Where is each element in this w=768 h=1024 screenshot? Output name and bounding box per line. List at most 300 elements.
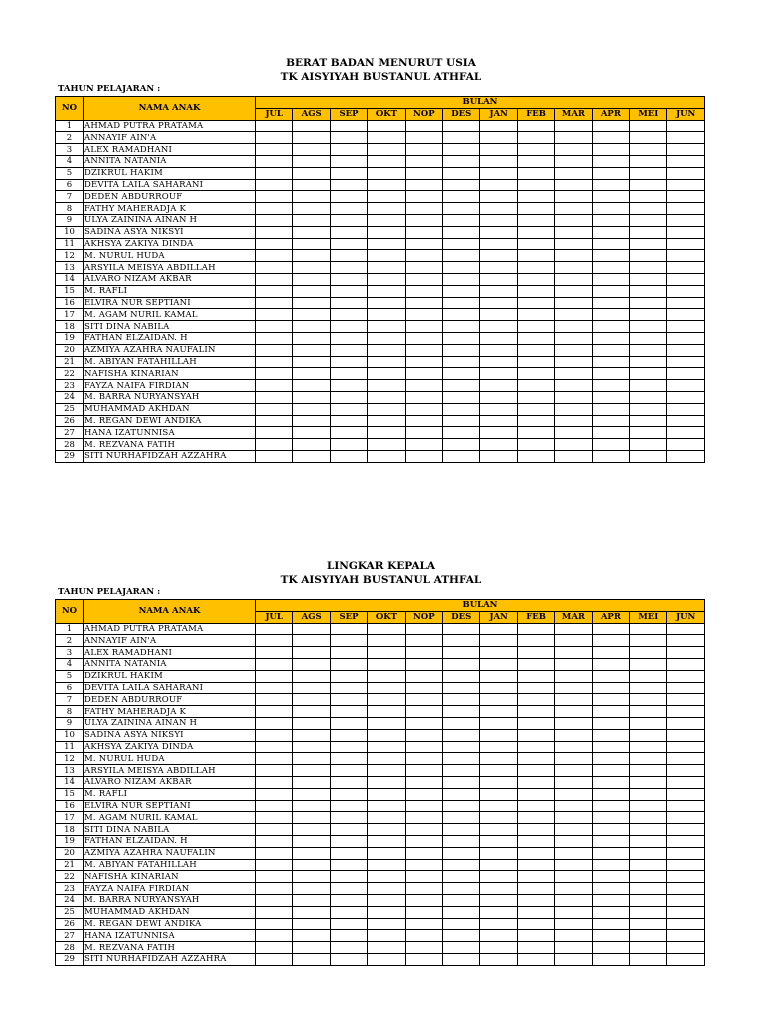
measurement-cell-apr[interactable] (592, 682, 629, 694)
measurement-cell-feb[interactable] (517, 273, 554, 285)
measurement-cell-des[interactable] (443, 120, 480, 132)
measurement-cell-mar[interactable] (555, 262, 592, 274)
measurement-cell-sep[interactable] (330, 859, 367, 871)
measurement-cell-feb[interactable] (517, 623, 554, 635)
measurement-cell-ags[interactable] (293, 380, 330, 392)
measurement-cell-sep[interactable] (330, 262, 367, 274)
measurement-cell-jan[interactable] (480, 800, 517, 812)
measurement-cell-ags[interactable] (293, 883, 330, 895)
measurement-cell-sep[interactable] (330, 273, 367, 285)
measurement-cell-jun[interactable] (667, 132, 705, 144)
measurement-cell-jul[interactable] (256, 415, 293, 427)
measurement-cell-nop[interactable] (405, 238, 442, 250)
measurement-cell-jan[interactable] (480, 309, 517, 321)
measurement-cell-okt[interactable] (368, 847, 405, 859)
measurement-cell-jul[interactable] (256, 741, 293, 753)
measurement-cell-jul[interactable] (256, 729, 293, 741)
measurement-cell-ags[interactable] (293, 658, 330, 670)
measurement-cell-apr[interactable] (592, 321, 629, 333)
measurement-cell-nop[interactable] (405, 658, 442, 670)
measurement-cell-ags[interactable] (293, 741, 330, 753)
measurement-cell-jun[interactable] (667, 824, 705, 836)
measurement-cell-okt[interactable] (368, 226, 405, 238)
measurement-cell-sep[interactable] (330, 285, 367, 297)
measurement-cell-mar[interactable] (555, 694, 592, 706)
measurement-cell-okt[interactable] (368, 356, 405, 368)
measurement-cell-ags[interactable] (293, 309, 330, 321)
measurement-cell-jul[interactable] (256, 450, 293, 462)
measurement-cell-jun[interactable] (667, 776, 705, 788)
measurement-cell-nop[interactable] (405, 368, 442, 380)
measurement-cell-des[interactable] (443, 144, 480, 156)
measurement-cell-mei[interactable] (630, 765, 667, 777)
measurement-cell-okt[interactable] (368, 391, 405, 403)
measurement-cell-mar[interactable] (555, 729, 592, 741)
measurement-cell-nop[interactable] (405, 321, 442, 333)
measurement-cell-des[interactable] (443, 894, 480, 906)
measurement-cell-feb[interactable] (517, 883, 554, 895)
measurement-cell-jun[interactable] (667, 250, 705, 262)
measurement-cell-apr[interactable] (592, 155, 629, 167)
measurement-cell-des[interactable] (443, 321, 480, 333)
measurement-cell-jul[interactable] (256, 250, 293, 262)
measurement-cell-mei[interactable] (630, 918, 667, 930)
measurement-cell-okt[interactable] (368, 344, 405, 356)
measurement-cell-feb[interactable] (517, 942, 554, 954)
measurement-cell-okt[interactable] (368, 788, 405, 800)
measurement-cell-des[interactable] (443, 285, 480, 297)
measurement-cell-nop[interactable] (405, 203, 442, 215)
measurement-cell-mar[interactable] (555, 250, 592, 262)
measurement-cell-sep[interactable] (330, 871, 367, 883)
measurement-cell-ags[interactable] (293, 132, 330, 144)
measurement-cell-okt[interactable] (368, 706, 405, 718)
measurement-cell-mei[interactable] (630, 682, 667, 694)
measurement-cell-jan[interactable] (480, 694, 517, 706)
measurement-cell-mar[interactable] (555, 356, 592, 368)
measurement-cell-sep[interactable] (330, 309, 367, 321)
measurement-cell-jan[interactable] (480, 368, 517, 380)
measurement-cell-jul[interactable] (256, 753, 293, 765)
measurement-cell-ags[interactable] (293, 859, 330, 871)
measurement-cell-des[interactable] (443, 635, 480, 647)
measurement-cell-jul[interactable] (256, 391, 293, 403)
measurement-cell-jun[interactable] (667, 380, 705, 392)
measurement-cell-jan[interactable] (480, 403, 517, 415)
measurement-cell-jul[interactable] (256, 682, 293, 694)
measurement-cell-apr[interactable] (592, 391, 629, 403)
measurement-cell-ags[interactable] (293, 403, 330, 415)
measurement-cell-feb[interactable] (517, 658, 554, 670)
measurement-cell-mei[interactable] (630, 262, 667, 274)
measurement-cell-jul[interactable] (256, 238, 293, 250)
measurement-cell-nop[interactable] (405, 155, 442, 167)
measurement-cell-nop[interactable] (405, 214, 442, 226)
measurement-cell-mei[interactable] (630, 623, 667, 635)
measurement-cell-apr[interactable] (592, 871, 629, 883)
measurement-cell-des[interactable] (443, 132, 480, 144)
measurement-cell-apr[interactable] (592, 883, 629, 895)
measurement-cell-des[interactable] (443, 670, 480, 682)
measurement-cell-jan[interactable] (480, 191, 517, 203)
measurement-cell-jan[interactable] (480, 847, 517, 859)
measurement-cell-apr[interactable] (592, 297, 629, 309)
measurement-cell-jul[interactable] (256, 203, 293, 215)
measurement-cell-sep[interactable] (330, 776, 367, 788)
measurement-cell-des[interactable] (443, 682, 480, 694)
measurement-cell-jun[interactable] (667, 658, 705, 670)
measurement-cell-jul[interactable] (256, 214, 293, 226)
measurement-cell-des[interactable] (443, 847, 480, 859)
measurement-cell-mei[interactable] (630, 729, 667, 741)
measurement-cell-des[interactable] (443, 309, 480, 321)
measurement-cell-mei[interactable] (630, 706, 667, 718)
measurement-cell-jan[interactable] (480, 835, 517, 847)
measurement-cell-des[interactable] (443, 883, 480, 895)
measurement-cell-jun[interactable] (667, 309, 705, 321)
measurement-cell-apr[interactable] (592, 203, 629, 215)
measurement-cell-feb[interactable] (517, 776, 554, 788)
measurement-cell-jan[interactable] (480, 776, 517, 788)
measurement-cell-jan[interactable] (480, 120, 517, 132)
measurement-cell-okt[interactable] (368, 765, 405, 777)
measurement-cell-sep[interactable] (330, 906, 367, 918)
measurement-cell-mar[interactable] (555, 647, 592, 659)
measurement-cell-mar[interactable] (555, 753, 592, 765)
measurement-cell-mei[interactable] (630, 894, 667, 906)
measurement-cell-jul[interactable] (256, 368, 293, 380)
measurement-cell-sep[interactable] (330, 167, 367, 179)
measurement-cell-okt[interactable] (368, 179, 405, 191)
measurement-cell-jul[interactable] (256, 167, 293, 179)
measurement-cell-mar[interactable] (555, 427, 592, 439)
measurement-cell-sep[interactable] (330, 847, 367, 859)
measurement-cell-mei[interactable] (630, 776, 667, 788)
measurement-cell-jun[interactable] (667, 203, 705, 215)
measurement-cell-des[interactable] (443, 273, 480, 285)
measurement-cell-nop[interactable] (405, 273, 442, 285)
measurement-cell-nop[interactable] (405, 167, 442, 179)
measurement-cell-mei[interactable] (630, 167, 667, 179)
measurement-cell-apr[interactable] (592, 706, 629, 718)
measurement-cell-mar[interactable] (555, 297, 592, 309)
measurement-cell-mei[interactable] (630, 356, 667, 368)
measurement-cell-sep[interactable] (330, 155, 367, 167)
measurement-cell-mar[interactable] (555, 788, 592, 800)
measurement-cell-apr[interactable] (592, 942, 629, 954)
measurement-cell-mei[interactable] (630, 871, 667, 883)
measurement-cell-jun[interactable] (667, 812, 705, 824)
measurement-cell-jun[interactable] (667, 214, 705, 226)
measurement-cell-jul[interactable] (256, 226, 293, 238)
measurement-cell-jan[interactable] (480, 226, 517, 238)
measurement-cell-jun[interactable] (667, 871, 705, 883)
measurement-cell-ags[interactable] (293, 918, 330, 930)
measurement-cell-jul[interactable] (256, 918, 293, 930)
measurement-cell-ags[interactable] (293, 144, 330, 156)
measurement-cell-mei[interactable] (630, 155, 667, 167)
measurement-cell-mar[interactable] (555, 226, 592, 238)
measurement-cell-jan[interactable] (480, 894, 517, 906)
measurement-cell-jan[interactable] (480, 635, 517, 647)
measurement-cell-apr[interactable] (592, 835, 629, 847)
measurement-cell-apr[interactable] (592, 717, 629, 729)
measurement-cell-jun[interactable] (667, 450, 705, 462)
measurement-cell-mei[interactable] (630, 930, 667, 942)
measurement-cell-feb[interactable] (517, 765, 554, 777)
measurement-cell-jun[interactable] (667, 356, 705, 368)
measurement-cell-sep[interactable] (330, 415, 367, 427)
measurement-cell-mar[interactable] (555, 859, 592, 871)
measurement-cell-okt[interactable] (368, 214, 405, 226)
measurement-cell-jul[interactable] (256, 132, 293, 144)
measurement-cell-jul[interactable] (256, 356, 293, 368)
measurement-cell-mei[interactable] (630, 906, 667, 918)
measurement-cell-nop[interactable] (405, 427, 442, 439)
measurement-cell-sep[interactable] (330, 835, 367, 847)
measurement-cell-des[interactable] (443, 214, 480, 226)
measurement-cell-ags[interactable] (293, 167, 330, 179)
measurement-cell-jun[interactable] (667, 942, 705, 954)
measurement-cell-jul[interactable] (256, 906, 293, 918)
measurement-cell-sep[interactable] (330, 214, 367, 226)
measurement-cell-okt[interactable] (368, 297, 405, 309)
measurement-cell-feb[interactable] (517, 788, 554, 800)
measurement-cell-ags[interactable] (293, 694, 330, 706)
measurement-cell-jun[interactable] (667, 682, 705, 694)
measurement-cell-okt[interactable] (368, 635, 405, 647)
measurement-cell-sep[interactable] (330, 191, 367, 203)
measurement-cell-jul[interactable] (256, 942, 293, 954)
measurement-cell-okt[interactable] (368, 238, 405, 250)
measurement-cell-apr[interactable] (592, 144, 629, 156)
measurement-cell-sep[interactable] (330, 717, 367, 729)
measurement-cell-apr[interactable] (592, 765, 629, 777)
measurement-cell-feb[interactable] (517, 120, 554, 132)
measurement-cell-nop[interactable] (405, 859, 442, 871)
measurement-cell-des[interactable] (443, 344, 480, 356)
measurement-cell-des[interactable] (443, 356, 480, 368)
measurement-cell-des[interactable] (443, 647, 480, 659)
measurement-cell-mar[interactable] (555, 273, 592, 285)
measurement-cell-mei[interactable] (630, 309, 667, 321)
measurement-cell-nop[interactable] (405, 942, 442, 954)
measurement-cell-jun[interactable] (667, 191, 705, 203)
measurement-cell-nop[interactable] (405, 953, 442, 965)
measurement-cell-apr[interactable] (592, 918, 629, 930)
measurement-cell-mei[interactable] (630, 694, 667, 706)
measurement-cell-feb[interactable] (517, 144, 554, 156)
measurement-cell-nop[interactable] (405, 776, 442, 788)
measurement-cell-sep[interactable] (330, 132, 367, 144)
measurement-cell-nop[interactable] (405, 670, 442, 682)
measurement-cell-okt[interactable] (368, 824, 405, 836)
measurement-cell-jan[interactable] (480, 132, 517, 144)
measurement-cell-okt[interactable] (368, 776, 405, 788)
measurement-cell-nop[interactable] (405, 120, 442, 132)
measurement-cell-okt[interactable] (368, 309, 405, 321)
measurement-cell-ags[interactable] (293, 356, 330, 368)
measurement-cell-ags[interactable] (293, 706, 330, 718)
measurement-cell-jan[interactable] (480, 788, 517, 800)
measurement-cell-jun[interactable] (667, 262, 705, 274)
measurement-cell-apr[interactable] (592, 427, 629, 439)
measurement-cell-jul[interactable] (256, 847, 293, 859)
measurement-cell-des[interactable] (443, 930, 480, 942)
measurement-cell-jan[interactable] (480, 380, 517, 392)
measurement-cell-jun[interactable] (667, 179, 705, 191)
measurement-cell-sep[interactable] (330, 238, 367, 250)
measurement-cell-feb[interactable] (517, 427, 554, 439)
measurement-cell-mar[interactable] (555, 309, 592, 321)
measurement-cell-des[interactable] (443, 226, 480, 238)
measurement-cell-ags[interactable] (293, 427, 330, 439)
measurement-cell-okt[interactable] (368, 906, 405, 918)
measurement-cell-ags[interactable] (293, 765, 330, 777)
measurement-cell-sep[interactable] (330, 179, 367, 191)
measurement-cell-apr[interactable] (592, 729, 629, 741)
measurement-cell-apr[interactable] (592, 273, 629, 285)
measurement-cell-des[interactable] (443, 788, 480, 800)
measurement-cell-ags[interactable] (293, 670, 330, 682)
measurement-cell-feb[interactable] (517, 155, 554, 167)
measurement-cell-nop[interactable] (405, 682, 442, 694)
measurement-cell-jan[interactable] (480, 658, 517, 670)
measurement-cell-jun[interactable] (667, 368, 705, 380)
measurement-cell-sep[interactable] (330, 427, 367, 439)
measurement-cell-jul[interactable] (256, 883, 293, 895)
measurement-cell-des[interactable] (443, 918, 480, 930)
measurement-cell-sep[interactable] (330, 894, 367, 906)
measurement-cell-okt[interactable] (368, 120, 405, 132)
measurement-cell-feb[interactable] (517, 906, 554, 918)
measurement-cell-feb[interactable] (517, 918, 554, 930)
measurement-cell-mei[interactable] (630, 883, 667, 895)
measurement-cell-apr[interactable] (592, 776, 629, 788)
measurement-cell-jun[interactable] (667, 344, 705, 356)
measurement-cell-des[interactable] (443, 439, 480, 451)
measurement-cell-okt[interactable] (368, 859, 405, 871)
measurement-cell-mar[interactable] (555, 391, 592, 403)
measurement-cell-des[interactable] (443, 953, 480, 965)
measurement-cell-ags[interactable] (293, 297, 330, 309)
measurement-cell-jan[interactable] (480, 883, 517, 895)
measurement-cell-mar[interactable] (555, 191, 592, 203)
measurement-cell-ags[interactable] (293, 800, 330, 812)
measurement-cell-des[interactable] (443, 450, 480, 462)
measurement-cell-feb[interactable] (517, 262, 554, 274)
measurement-cell-feb[interactable] (517, 285, 554, 297)
measurement-cell-jul[interactable] (256, 765, 293, 777)
measurement-cell-jun[interactable] (667, 883, 705, 895)
measurement-cell-apr[interactable] (592, 226, 629, 238)
measurement-cell-apr[interactable] (592, 812, 629, 824)
measurement-cell-jun[interactable] (667, 155, 705, 167)
measurement-cell-apr[interactable] (592, 824, 629, 836)
measurement-cell-des[interactable] (443, 623, 480, 635)
measurement-cell-mei[interactable] (630, 788, 667, 800)
measurement-cell-okt[interactable] (368, 191, 405, 203)
measurement-cell-okt[interactable] (368, 717, 405, 729)
measurement-cell-des[interactable] (443, 332, 480, 344)
measurement-cell-sep[interactable] (330, 344, 367, 356)
measurement-cell-mei[interactable] (630, 717, 667, 729)
measurement-cell-mar[interactable] (555, 623, 592, 635)
measurement-cell-nop[interactable] (405, 391, 442, 403)
measurement-cell-mei[interactable] (630, 179, 667, 191)
measurement-cell-ags[interactable] (293, 776, 330, 788)
measurement-cell-mar[interactable] (555, 214, 592, 226)
measurement-cell-jan[interactable] (480, 203, 517, 215)
measurement-cell-jan[interactable] (480, 144, 517, 156)
measurement-cell-mei[interactable] (630, 953, 667, 965)
measurement-cell-nop[interactable] (405, 635, 442, 647)
measurement-cell-jan[interactable] (480, 214, 517, 226)
measurement-cell-jun[interactable] (667, 321, 705, 333)
measurement-cell-ags[interactable] (293, 439, 330, 451)
measurement-cell-mei[interactable] (630, 647, 667, 659)
measurement-cell-jul[interactable] (256, 332, 293, 344)
measurement-cell-jul[interactable] (256, 439, 293, 451)
measurement-cell-nop[interactable] (405, 450, 442, 462)
measurement-cell-des[interactable] (443, 824, 480, 836)
measurement-cell-feb[interactable] (517, 439, 554, 451)
measurement-cell-mei[interactable] (630, 391, 667, 403)
measurement-cell-des[interactable] (443, 871, 480, 883)
measurement-cell-jan[interactable] (480, 765, 517, 777)
measurement-cell-mei[interactable] (630, 835, 667, 847)
measurement-cell-okt[interactable] (368, 753, 405, 765)
measurement-cell-mar[interactable] (555, 321, 592, 333)
measurement-cell-jan[interactable] (480, 741, 517, 753)
measurement-cell-jan[interactable] (480, 179, 517, 191)
measurement-cell-sep[interactable] (330, 753, 367, 765)
measurement-cell-sep[interactable] (330, 942, 367, 954)
measurement-cell-jan[interactable] (480, 439, 517, 451)
measurement-cell-jun[interactable] (667, 120, 705, 132)
measurement-cell-nop[interactable] (405, 309, 442, 321)
measurement-cell-des[interactable] (443, 297, 480, 309)
measurement-cell-ags[interactable] (293, 191, 330, 203)
measurement-cell-feb[interactable] (517, 297, 554, 309)
measurement-cell-jul[interactable] (256, 285, 293, 297)
measurement-cell-jun[interactable] (667, 273, 705, 285)
measurement-cell-jan[interactable] (480, 273, 517, 285)
measurement-cell-jun[interactable] (667, 694, 705, 706)
measurement-cell-jun[interactable] (667, 144, 705, 156)
measurement-cell-mar[interactable] (555, 344, 592, 356)
measurement-cell-des[interactable] (443, 250, 480, 262)
measurement-cell-okt[interactable] (368, 647, 405, 659)
measurement-cell-mei[interactable] (630, 297, 667, 309)
measurement-cell-jan[interactable] (480, 450, 517, 462)
measurement-cell-ags[interactable] (293, 942, 330, 954)
measurement-cell-ags[interactable] (293, 368, 330, 380)
measurement-cell-ags[interactable] (293, 238, 330, 250)
measurement-cell-jun[interactable] (667, 403, 705, 415)
measurement-cell-jul[interactable] (256, 894, 293, 906)
measurement-cell-sep[interactable] (330, 403, 367, 415)
measurement-cell-jul[interactable] (256, 706, 293, 718)
measurement-cell-mei[interactable] (630, 285, 667, 297)
measurement-cell-jan[interactable] (480, 262, 517, 274)
measurement-cell-feb[interactable] (517, 953, 554, 965)
measurement-cell-okt[interactable] (368, 694, 405, 706)
measurement-cell-nop[interactable] (405, 918, 442, 930)
measurement-cell-des[interactable] (443, 403, 480, 415)
measurement-cell-jul[interactable] (256, 717, 293, 729)
measurement-cell-nop[interactable] (405, 647, 442, 659)
